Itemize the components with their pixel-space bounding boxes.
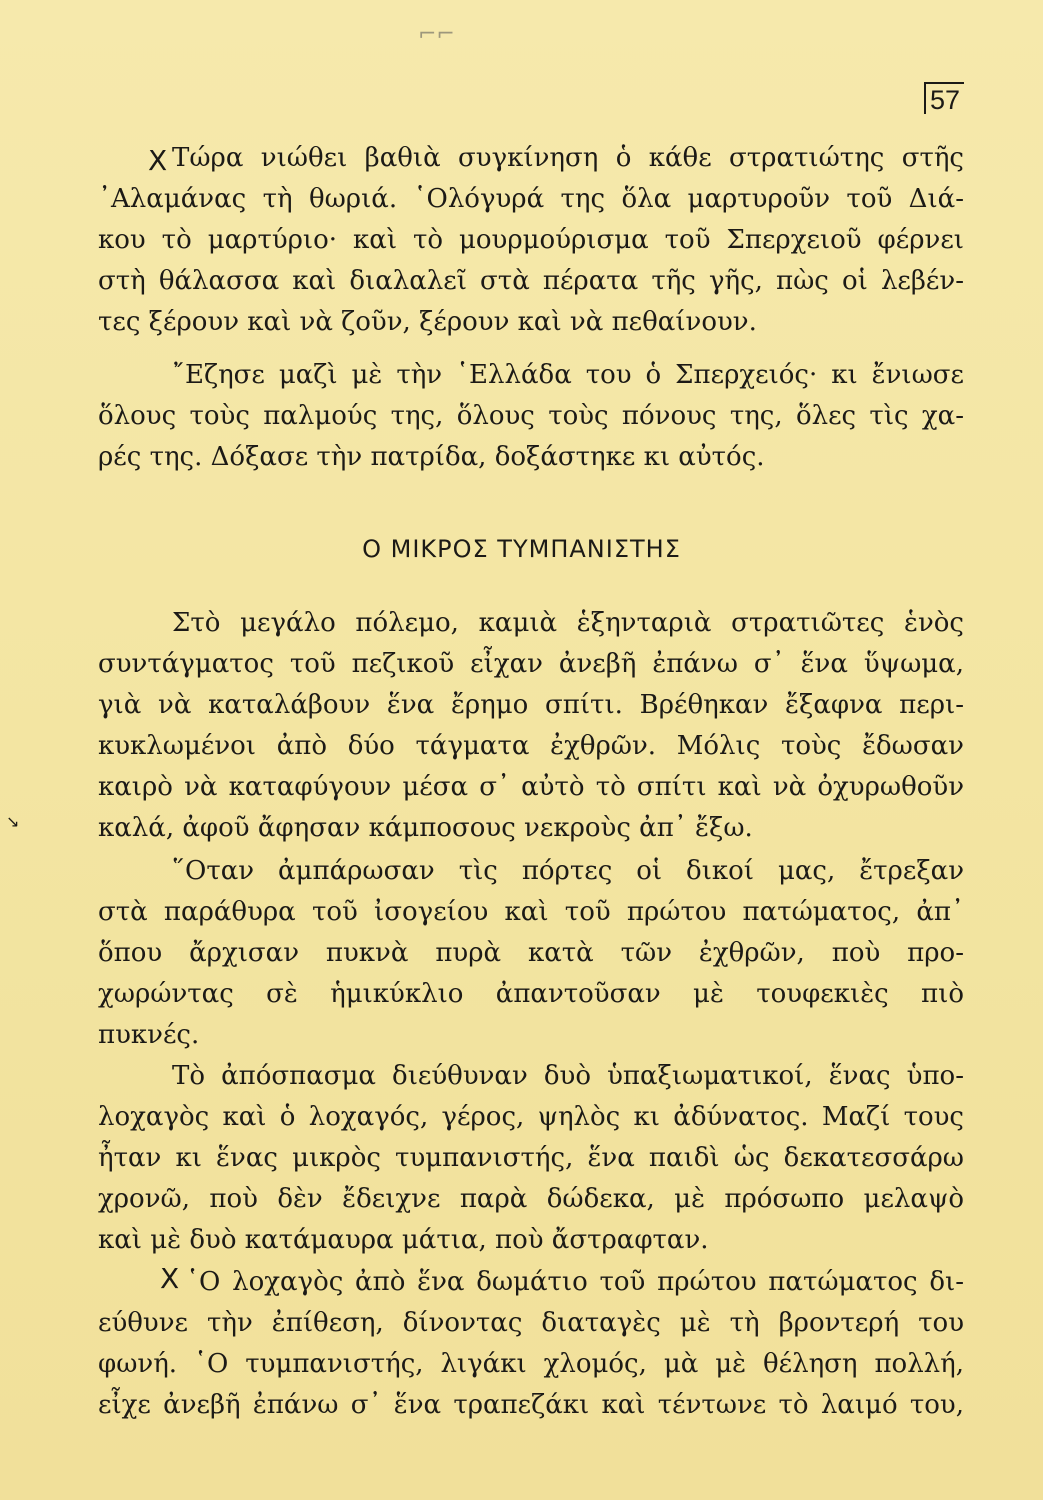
text-line: κυκλωμένοι ἀπὸ δύο τάγματα ἐχθρῶν. Μόλις τοὺς ἔδωσαν	[98, 731, 964, 761]
text-line: ῾Ο λοχαγὸς ἀπὸ ἕνα δωμάτιο τοῦ πρώτου πατώματος δι-	[186, 1267, 964, 1297]
text-line: ᾿Αλαμάνας τὴ θωριά. ῾Ολόγυρά της ὅλα μαρτυροῦν τοῦ Διά-	[98, 184, 964, 214]
text-line: στὰ παράθυρα τοῦ ἰσογείου καὶ τοῦ πρώτου πατώματος, ἀπ᾿	[98, 897, 964, 927]
text-line: καὶ μὲ δυὸ κατάμαυρα μάτια, ποὺ ἄστραφταν.	[98, 1225, 709, 1255]
text-line: χωρώντας σὲ ἡμικύκλιο ἀπαντοῦσαν μὲ τουφεκιὲς πιὸ	[98, 979, 964, 1009]
text-line: πυκνές.	[98, 1020, 200, 1050]
text-line: εύθυνε τὴν ἐπίθεση, δίνοντας διαταγὲς μὲ τὴ βροντερή του	[98, 1308, 964, 1338]
text-line: ρές της. Δόξασε τὴν πατρίδα, δοξάστηκε κι αὐτός.	[98, 442, 765, 472]
text-line: ὅλους τοὺς παλμούς της, ὅλους τοὺς πόνους της, ὅλες τὶς χα-	[98, 401, 964, 431]
text-line: καλά, ἀφοῦ ἄφησαν κάμποσους νεκροὺς ἀπ᾿ ἔξω.	[98, 813, 753, 843]
text-line: λοχαγὸς καὶ ὁ λοχαγός, γέρος, ψηλὸς κι ἀδύνατος. Μαζί τους	[98, 1102, 964, 1132]
text-line: γιὰ νὰ καταλάβουν ἕνα ἔρημο σπίτι. Βρέθηκαν ἔξαφνα περι-	[98, 690, 964, 720]
text-line: στὴ θάλασσα καὶ διαλαλεῖ στὰ πέρατα τῆς γῆς, πὼς οἱ λεβέν-	[98, 266, 964, 296]
text-line: ῎Εζησε μαζὶ μὲ τὴν ῾Ελλάδα του ὁ Σπερχειός· κι ἔνιωσε	[172, 360, 964, 390]
text-line: Τώρα νιώθει βαθιὰ συγκίνηση ὁ κάθε στρατιώτης στῆς	[172, 143, 964, 173]
text-line: εἶχε ἀνεβῆ ἐπάνω σ᾿ ἕνα τραπεζάκι καὶ τέντωνε τὸ λαιμό του,	[98, 1390, 964, 1420]
text-line: ἦταν κι ἕνας μικρὸς τυμπανιστής, ἕνα παιδὶ ὡς δεκατεσσάρω	[98, 1143, 964, 1173]
text-line: κου τὸ μαρτύριο· καὶ τὸ μουρμούρισμα τοῦ Σπερχειοῦ φέρνει	[98, 225, 964, 255]
text-line: καιρὸ νὰ καταφύγουν μέσα σ᾿ αὐτὸ τὸ σπίτι καὶ νὰ ὀχυρωθοῦν	[98, 772, 964, 802]
margin-x-mark: X	[160, 1262, 180, 1295]
text-line: συντάγματος τοῦ πεζικοῦ εἶχαν ἀνεβῆ ἐπάνω σ᾿ ἕνα ὕψωμα,	[98, 649, 964, 679]
text-line: χρονῶ, ποὺ δὲν ἔδειχνε παρὰ δώδεκα, μὲ πρόσωπο μελαψὸ	[98, 1184, 964, 1214]
top-pencil-mark: ⌐⌐	[418, 22, 455, 47]
section-heading: Ο ΜΙΚΡΟΣ ΤΥΜΠΑΝΙΣΤΗΣ	[362, 535, 681, 563]
page-number: 57	[924, 82, 964, 114]
margin-x-mark: X	[148, 144, 168, 177]
text-line: φωνή. ῾Ο τυμπανιστής, λιγάκι χλομός, μὰ μὲ θέληση πολλή,	[98, 1349, 964, 1379]
text-line: ὅπου ἄρχισαν πυκνὰ πυρὰ κατὰ τῶν ἐχθρῶν, ποὺ προ-	[98, 938, 964, 968]
text-line: Τὸ ἀπόσπασμα διεύθυναν δυὸ ὑπαξιωματικοί, ἕνας ὑπο-	[172, 1061, 964, 1091]
text-line: τες ξέρουν καὶ νὰ ζοῦν, ξέρουν καὶ νὰ πεθαίνουν.	[98, 307, 757, 337]
text-line: ῞Οταν ἀμπάρωσαν τὶς πόρτες οἱ δικοί μας, ἔτρεξαν	[172, 856, 964, 886]
margin-tick: ↘	[6, 812, 20, 831]
text-line: Στὸ μεγάλο πόλεμο, καμιὰ ἑξηνταριὰ στρατιῶτες ἑνὸς	[172, 608, 964, 638]
